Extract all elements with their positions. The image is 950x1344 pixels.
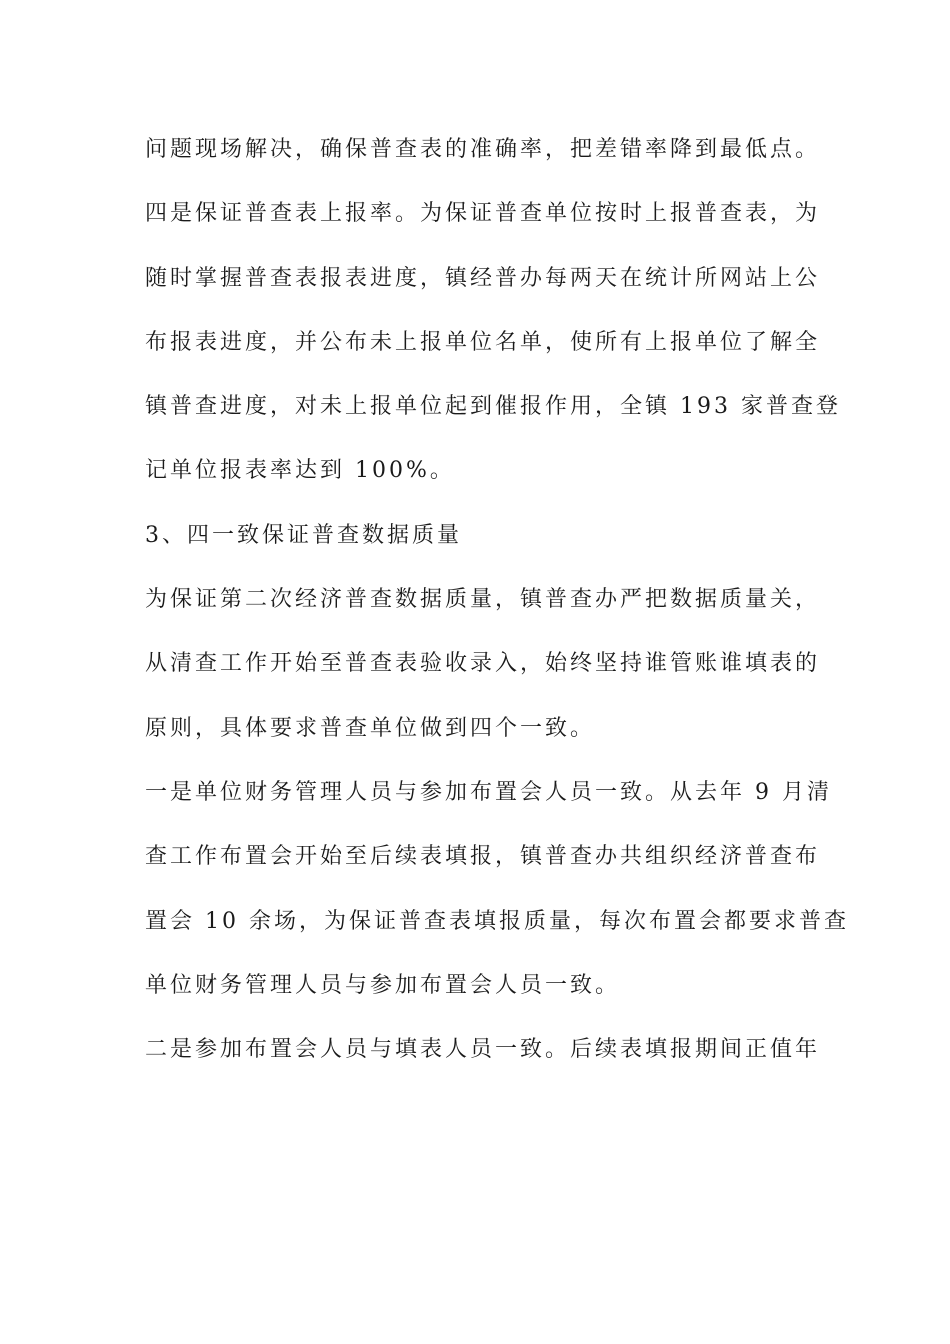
text-line: 为保证第二次经济普查数据质量，镇普查办严把数据质量关， bbox=[145, 587, 821, 613]
text-line: 从清查工作开始至普查表验收录入，始终坚持谁管账谁填表的 bbox=[145, 651, 821, 677]
text-line: 布报表进度，并公布未上报单位名单，使所有上报单位了解全 bbox=[145, 329, 821, 355]
text-line: 置会 10 余场，为保证普查表填报质量，每次布置会都要求普查 bbox=[145, 908, 849, 934]
body-text bbox=[145, 128, 849, 1092]
text-line: 原则，具体要求普查单位做到四个一致。 bbox=[145, 715, 596, 741]
text-line: 随时掌握普查表报表进度，镇经普办每两天在统计所网站上公 bbox=[145, 265, 821, 291]
text-line: 记单位报表率达到 100%。 bbox=[145, 458, 455, 484]
text-line: 问题现场解决，确保普查表的准确率，把差错率降到最低点。 bbox=[145, 137, 821, 162]
text-line: 一是单位财务管理人员与参加布置会人员一致。从去年 9 月清 bbox=[145, 779, 832, 805]
text-line: 镇普查进度，对未上报单位起到催报作用，全镇 193 家普查登 bbox=[145, 394, 841, 420]
text-line: 四是保证普查表上报率。为保证普查单位按时上报普查表，为 bbox=[145, 201, 821, 227]
text-line: 二是参加布置会人员与填表人员一致。后续表填报期间正值年 bbox=[145, 1037, 821, 1063]
section-heading: 3、四一致保证普查数据质量 bbox=[145, 522, 462, 548]
text-line: 查工作布置会开始至后续表填报，镇普查办共组织经济普查布 bbox=[145, 844, 821, 870]
text-line: 单位财务管理人员与参加布置会人员一致。 bbox=[145, 972, 621, 998]
